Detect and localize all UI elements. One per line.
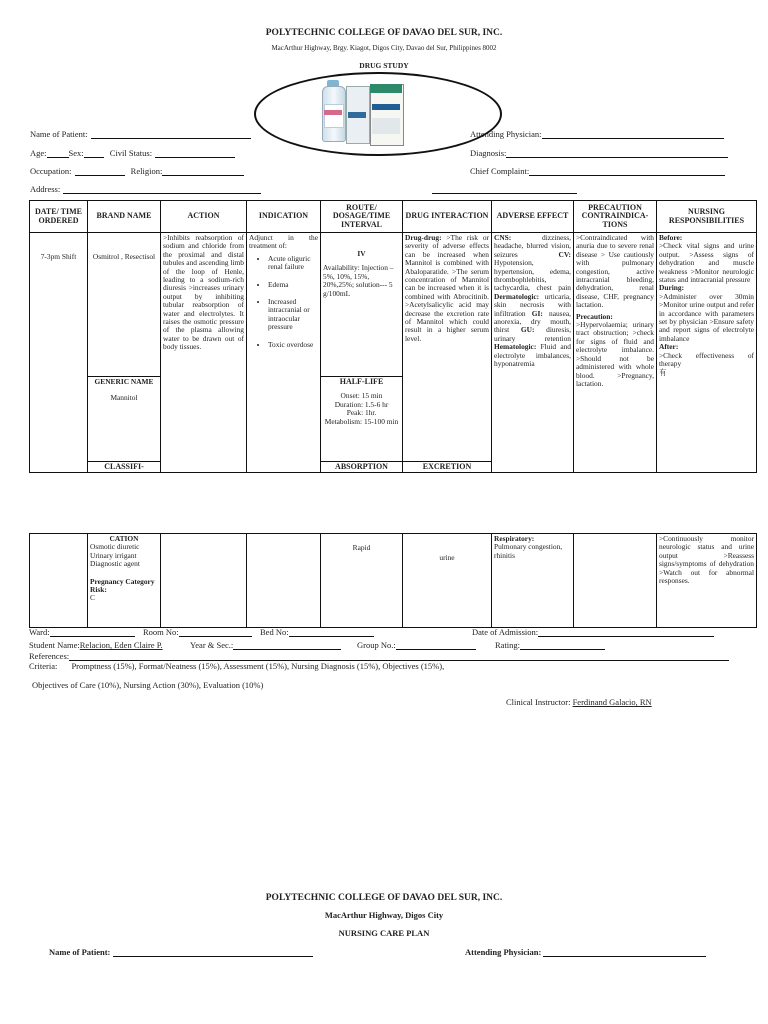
empty-cell bbox=[30, 534, 88, 628]
college-address: MacArthur Highway, Brgy. Kiagot, Digos City, Davao del Sur, Philippines 8002 bbox=[271, 44, 497, 52]
col-indication: INDICATION bbox=[247, 201, 321, 233]
diagnosis-field[interactable]: Diagnosis: bbox=[470, 148, 728, 158]
col-date-time: DATE/ TIME ORDERED bbox=[30, 201, 88, 233]
excretion-cell: urine bbox=[403, 534, 492, 628]
age-sex-civil-field[interactable]: Age: Sex: Civil Status: bbox=[30, 148, 235, 158]
col-nursing: NURSING RESPONSIBILITIES bbox=[657, 201, 757, 233]
col-precaution: PRECAUTION CONTRAINDICA-TIONS bbox=[574, 201, 657, 233]
indication-item: • Edema bbox=[268, 281, 318, 289]
chief-complaint-field[interactable]: Chief Complaint: bbox=[470, 166, 725, 176]
room-field[interactable]: Room No: bbox=[143, 627, 252, 637]
clinical-instructor: Clinical Instructor: Ferdinand Galacio, RN bbox=[506, 697, 652, 707]
references-field[interactable]: References: bbox=[29, 651, 729, 661]
generic-cell: GENERIC NAME Mannitol bbox=[88, 377, 161, 462]
year-section-field[interactable]: Year & Sec.: bbox=[190, 640, 341, 650]
half-life-cell: HALF-LIFE Onset: 15 min Duration: 1.5-6 hr Peak: 1hr. Metabolism: 15-100 min bbox=[321, 377, 403, 462]
nursing-continued-cell: >Continuously monitor neurologic status and urine output >Reassess signs/symptoms of dehydration >Watch out for abnormal responses. bbox=[657, 534, 757, 628]
ncp-patient-name-field[interactable]: Name of Patient: bbox=[49, 947, 313, 957]
ncp-title: NURSING CARE PLAN bbox=[338, 928, 430, 938]
address-field[interactable]: Address: bbox=[30, 184, 261, 194]
indication-item: • Increased intracranial or intraocular pressure bbox=[268, 298, 318, 332]
college-name: POLYTECHNIC COLLEGE OF DAVAO DEL SUR, INC. bbox=[265, 28, 503, 38]
indication-cell: Adjunct in the treatment of: • Acute oliguric renal failure • Edema • Increased intracranial or intraocular pressure • Toxic overdose bbox=[247, 233, 321, 473]
bed-field[interactable]: Bed No: bbox=[260, 627, 374, 637]
classification-header: CLASSIFI- bbox=[88, 462, 161, 473]
attending-physician-field[interactable]: Attending Physician: bbox=[470, 129, 724, 139]
rating-field[interactable]: Rating: bbox=[495, 640, 605, 650]
student-field[interactable]: Student Name:Relacion, Eden Claire P. bbox=[29, 640, 163, 650]
brand-cell: Osmitrol , Resectisol bbox=[88, 233, 161, 377]
col-action: ACTION bbox=[161, 201, 247, 233]
criteria-line: Criteria: Promptness (15%), Format/Neatness (15%), Assessment (15%), Nursing Diagnosis (15%), Objectives (15%), bbox=[29, 661, 445, 671]
admission-field[interactable]: Date of Admission: bbox=[472, 627, 714, 637]
document-title: DRUG STUDY bbox=[359, 61, 409, 70]
indication-item: • Acute oliguric renal failure bbox=[268, 255, 318, 272]
criteria-line-2: Objectives of Care (10%), Nursing Action (30%), Evaluation (10%) bbox=[32, 680, 264, 690]
action-cell: >Inhibits reabsorption of sodium and chloride from the proximal and distal tubules and ascending limb of the loop of Henle, leading to a sodium-rich diuresis >increases urinary output by inhibiting tubular reabsorption of water and electrolytes. It raises the osmotic pressure of the plasma allowing water to be drawn out of body tissues. bbox=[161, 233, 247, 473]
nursing-cell: Before: >Check vital signs and urine output. >Assess signs of dehydration and muscle weakness >Monitor neurologic status and intracranial pressure During: >Administer over 30min >Monitor urine output and refer in accordance with parameters set by physician >Ensure safety and report signs of electrolyte imbalance After: >Check effectiveness of therapy 有 bbox=[657, 233, 757, 473]
ncp-address: MacArthur Highway, Digos City bbox=[324, 910, 444, 920]
route-cell: IV Availability: Injection – 5%, 10%, 15%, 20%,25%; solution--- 5 g/100mL bbox=[321, 233, 403, 377]
ncp-attending-field[interactable]: Attending Physician: bbox=[465, 947, 706, 957]
empty-cell bbox=[161, 534, 247, 628]
absorption-header: ABSORPTION bbox=[321, 462, 403, 473]
extra-blank-line bbox=[432, 184, 577, 194]
indication-item: • Toxic overdose bbox=[268, 341, 318, 349]
absorption-cell: Rapid bbox=[321, 534, 403, 628]
col-drug-interaction: DRUG INTERACTION bbox=[403, 201, 492, 233]
ncp-college-name: POLYTECHNIC COLLEGE OF DAVAO DEL SUR, INC. bbox=[265, 893, 503, 903]
classification-cell: CATION Osmotic diuretic Urinary irrigant Diagnostic agent Pregnancy Category Risk: C bbox=[88, 534, 161, 628]
excretion-header: EXCRETION bbox=[403, 462, 492, 473]
col-route: ROUTE/ DOSAGE/TIME INTERVAL bbox=[321, 201, 403, 233]
empty-cell bbox=[247, 534, 321, 628]
group-field[interactable]: Group No.: bbox=[357, 640, 476, 650]
empty-cell bbox=[574, 534, 657, 628]
interaction-cell: Drug-drug: >The risk or severity of adverse effects can be increased when Mannitol is combined with Abaloparatide. >The serum concentration of Mannitol can be increased when it is combined with Abrocitinib. >Acetylsalicylic acid may decrease the excretion rate of Mannitol which could result in a higher serum level. bbox=[403, 233, 492, 462]
ward-field[interactable]: Ward: bbox=[29, 627, 135, 637]
drug-study-table-continued bbox=[29, 533, 757, 628]
col-adverse-effect: ADVERSE EFFECT bbox=[492, 201, 574, 233]
adverse-effect-cell: CNS: dizziness, headache, blurred vision, seizures CV: Hypotension, hypertension, edema, thrombophlebitis, tachycardia, chest pain Dermatologic: urticaria, skin necrosis with infiltration GI: nausea, anorexia, dry mouth, thirst GU: diuresis, urinary retention Hematologic: Fluid and electrolyte imbalances, hyponatremia bbox=[492, 233, 574, 473]
patient-name-field[interactable]: Name of Patient: bbox=[30, 129, 251, 139]
occupation-religion-field[interactable]: Occupation: Religion: bbox=[30, 166, 244, 176]
shift-cell: 7-3pm Shift bbox=[30, 233, 88, 473]
drug-study-table bbox=[29, 200, 757, 473]
col-brand-name: BRAND NAME bbox=[88, 201, 161, 233]
respiratory-cell: Respiratory: Pulmonary congestion, rhinitis bbox=[492, 534, 574, 628]
precaution-cell: >Contraindicated with anuria due to severe renal disease > Use cautiously with pulmonary congestion, active intracranial bleeding, dehydration, renal disease, CHF, pregnancy lactation. Precaution: >Hypervolaemia; urinary tract obstruction; >check for signs of fluid and electrolyte imbalance. >Should not be administered with whole blood. >Pregnancy, lactation. bbox=[574, 233, 657, 473]
